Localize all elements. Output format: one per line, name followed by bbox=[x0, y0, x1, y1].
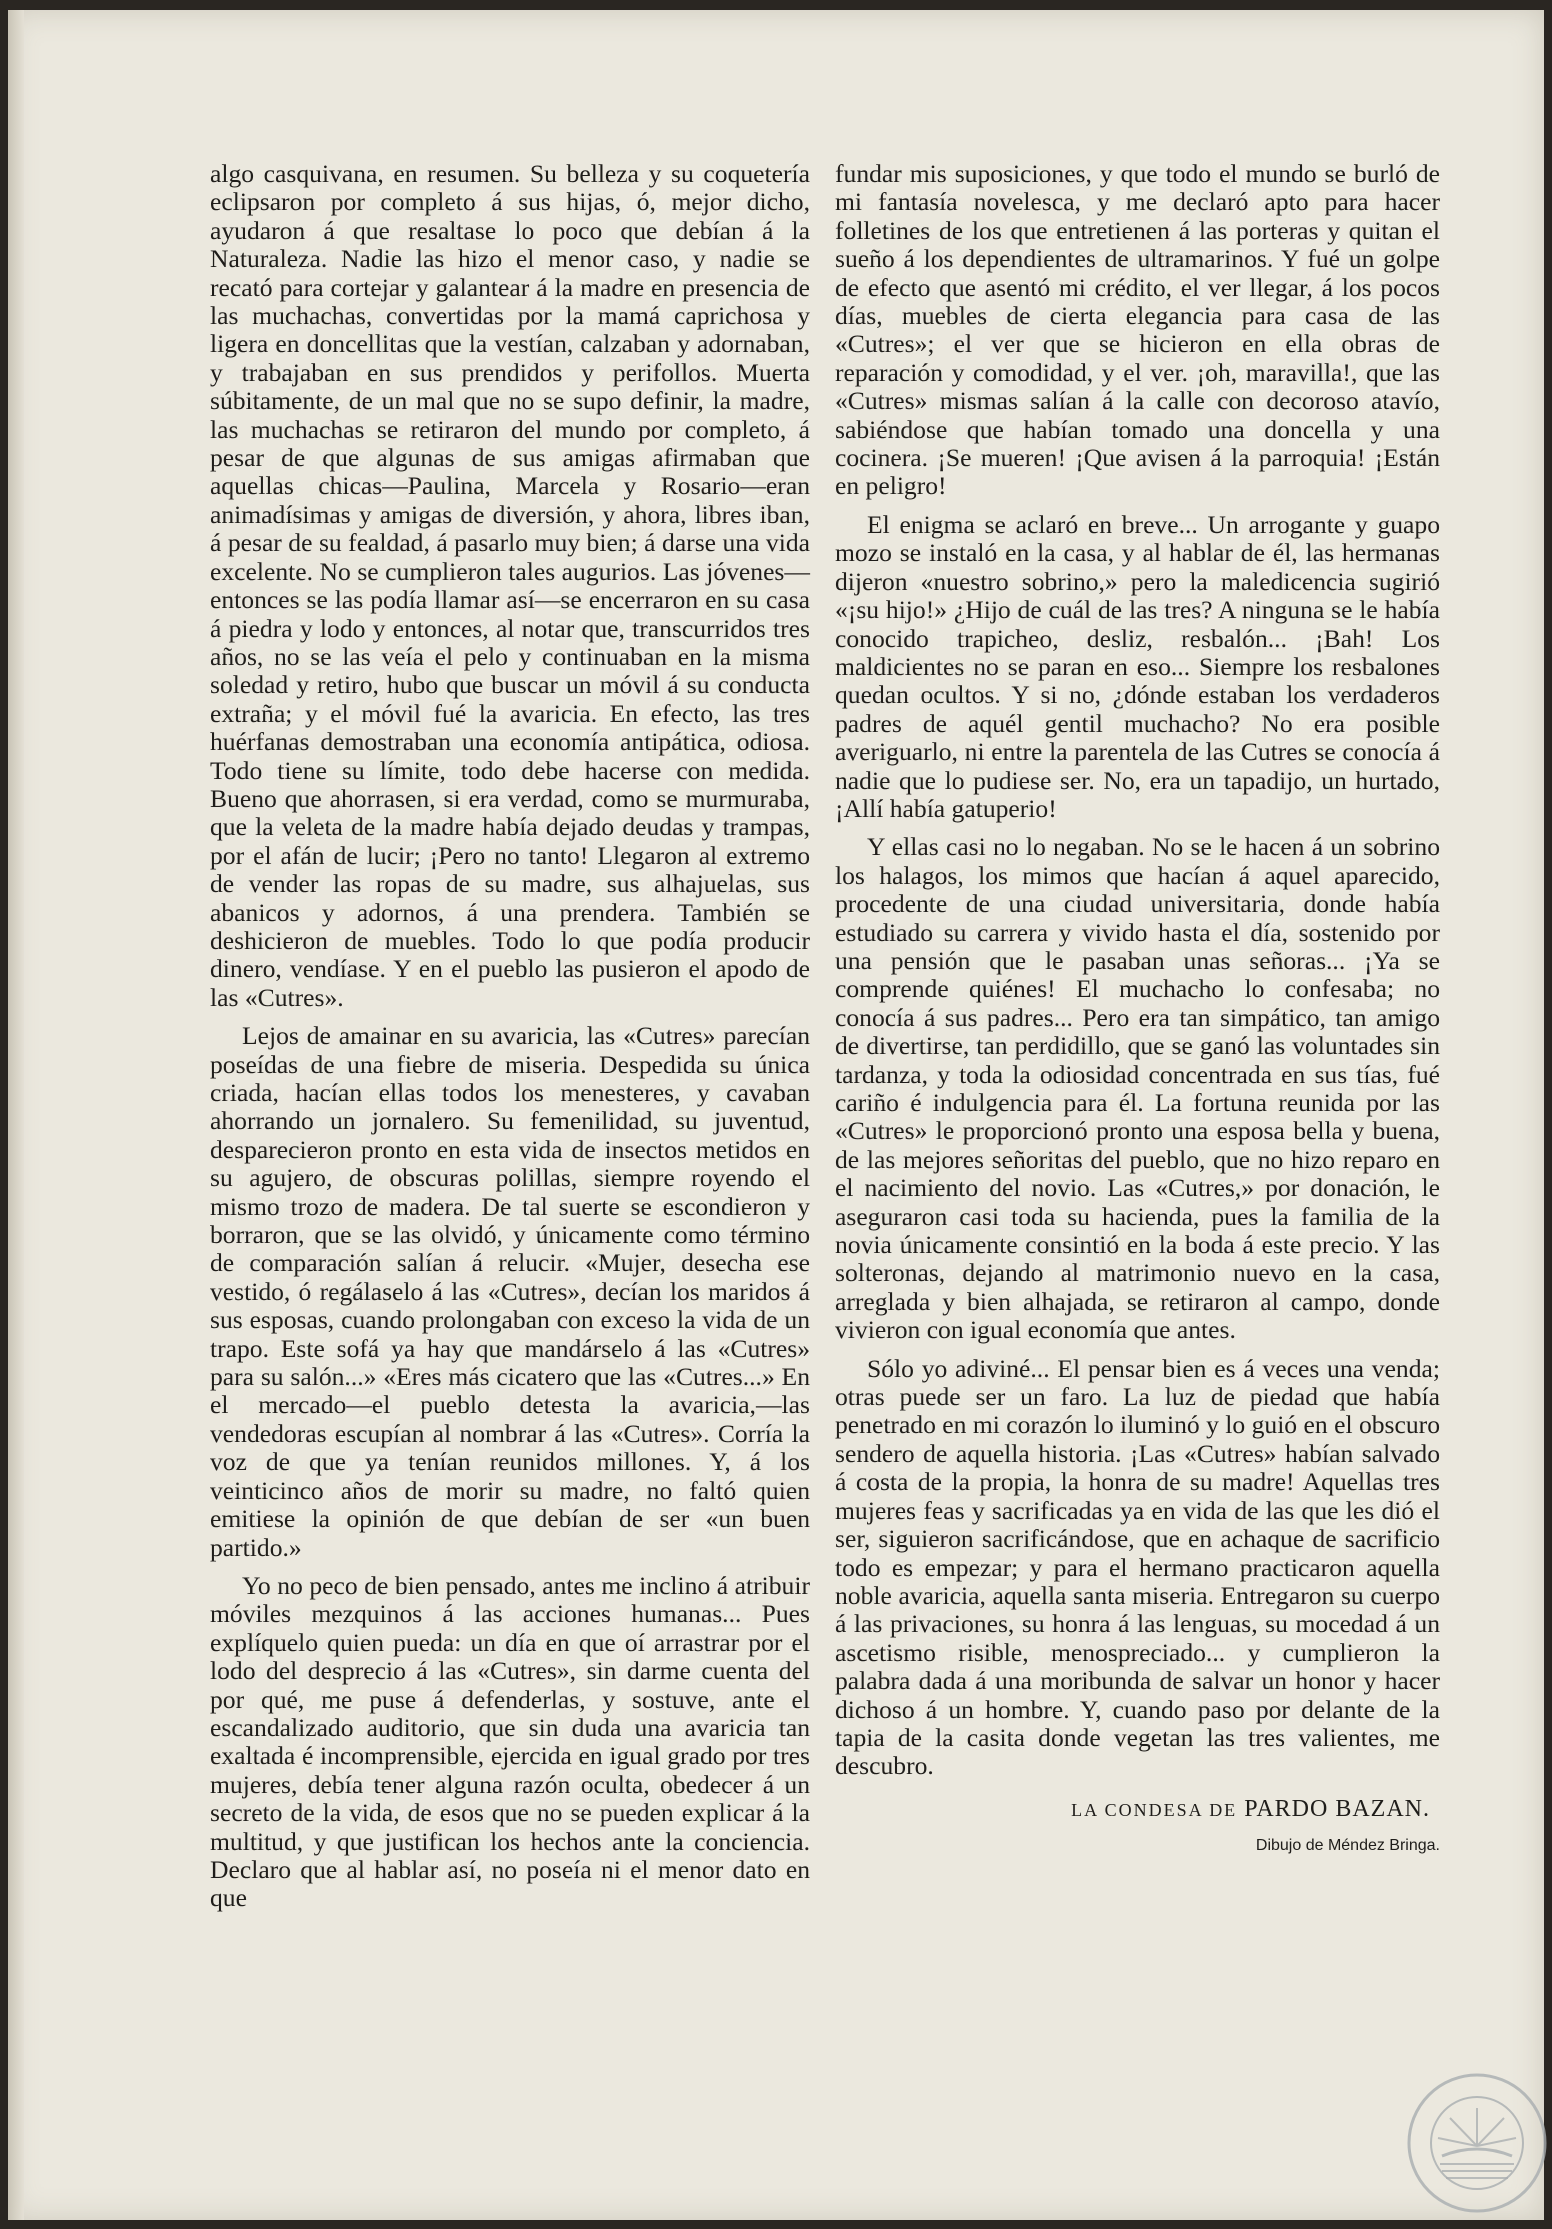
paragraph: Yo no peco de bien pensado, antes me inclino á atribuir móviles mezquinos á las acciones humanas... Pues explíquelo quien pueda: un día en que oí arrastrar por el lodo del desprecio á las «Cutres», sin darme cuenta del por qué, me puse á defenderlas, y sostuve, ante el escandalizado auditorio, que sin duda una avaricia tan exaltada é incomprensible, ejercida en igual grado por tres mujeres, debía tener alguna razón oculta, obedecer á un secreto de la vida, de esos que no se pueden explicar á la multitud, y que justifican los hechos ante la conciencia. Declaro que al hablar así, no poseía ni el menor dato en que bbox=[210, 1570, 810, 1913]
paragraph: algo casquivana, en resumen. Su belleza y su coquetería eclipsaron por completo á sus hijas, ó, mejor dicho, ayudaron á que resaltase lo poco que debían á la Naturaleza. Nadie las hizo el menor caso, y nadie se recató para cortejar y galantear á la madre en presencia de las muchachas, convertidas por la mamá caprichosa y ligera en doncellitas que la vestían, calzaban y adornaban, y trabajaban en sus prendidos y perifollos. Muerta súbitamente, de un mal que no se supo definir, la madre, las muchachas se retiraron del mundo por completo, á pesar de que algunas de sus amigas afirmaban que aquellas chicas—Paulina, Marcela y Rosario—eran animadísimas y amigas de diversión, y ahora, libres iban, á pesar de su fealdad, á pasarlo muy bien; á darse una vida excelente. No se cumplieron tales augurios. Las jóvenes—entonces se las podía llamar así—se encerraron en su casa á piedra y lodo y entonces, al notar que, transcurridos tres años, no se las veía el pelo y continuaban en la misma soledad y retiro, hubo que buscar un móvil á su conducta extraña; y el móvil fué la avaricia. En efecto, las tres huérfanas demostraban una economía antipática, odiosa. Todo tiene su límite, todo debe hacerse con medida. Bueno que ahorrasen, si era verdad, como se murmuraba, que la veleta de la madre había dejado deudas y trampas, por el afán de lucir; ¡Pero no tanto! Llegaron al extremo de vender las ropas de su madre, sus alhajuelas, sus abanicos y adornos, á una prendera. También se deshicieron de muebles. Todo lo que podía producir dinero, vendíase. Y en el pueblo las pusieron el apodo de las «Cutres». bbox=[210, 159, 810, 1012]
author-signature bbox=[835, 1795, 1440, 1824]
right-text-column bbox=[835, 160, 1440, 1861]
library-seal-stamp bbox=[1402, 2068, 1552, 2218]
signature-prefix: LA CONDESA DE bbox=[1071, 1799, 1238, 1820]
author-name: PARDO BAZAN. bbox=[1244, 1795, 1430, 1822]
paragraph: fundar mis suposiciones, y que todo el mundo se burló de mi fantasía novelesca, y me declaró apto para hacer folletines de los que entretienen á las porteras y quitan el sueño á los dependientes de ultramarinos. Y fué un golpe de efecto que asentó mi crédito, el ver llegar, á los pocos días, muebles de cierta elegancia para casa de las «Cutres»; el ver que se hicieron en ella obras de reparación y comodidad, y el ver. ¡oh, maravilla!, que las «Cutres» mismas salían á la calle con decoroso atavío, sabiéndose que habían tomado una doncella y una cocinera. ¡Se mueren! ¡Que avisen á la parroquia! ¡Están en peligro! bbox=[835, 159, 1440, 501]
paragraph: Y ellas casi no lo negaban. No se le hacen á un sobrino los halagos, los mimos que hacían á aquel aparecido, procedente de una ciudad universitaria, donde había estudiado su carrera y vivido hasta el día, sostenido por una pensión que le pasaban unas señoras... ¡Ya se comprende quiénes! El muchacho lo confesaba; no conocía á sus padres... Pero era tan simpático, tan amigo de divertirse, tan perdidillo, que se ganó las voluntades sin tardanza, y toda la odiosidad concentrada en sus tías, fué cariño é indulgencia para él. La fortuna reunida por las «Cutres» le proporcionó pronto una esposa bella y buena, de las mejores señoritas del pueblo, que no hizo reparo en el nacimiento del novio. Las «Cutres,» por donación, le aseguraron casi toda su hacienda, pues la familia de la novia únicamente consintió en la boda á este precio. Y las solteronas, dejando al matrimonio nuevo en la casa, arreglada y bien alhajada, se retiraron al campo, donde vivieron con igual economía que antes. bbox=[835, 832, 1440, 1345]
paragraph: Lejos de amainar en su avaricia, las «Cutres» parecían poseídas de una fiebre de miseria. Despedida su única criada, hacían ellas todos los menesteres, y cavaban ahorrando un jornalero. Su femenilidad, su juventud, desparecieron pronto en esta vida de insectos metidos en su agujero, de obscuras polillas, siempre royendo el mismo trozo de madera. De tal suerte se escondieron y borraron, que se las olvidó, y únicamente como término de comparación salían á relucir. «Mujer, desecha ese vestido, ó regálaselo á las «Cutres», decían los maridos á sus esposas, cuando prolongaban con exceso la vida de un trapo. Este sofá ya hay que mandárselo á las «Cutres» para su salón...» «Eres más cicatero que las «Cutres...» En el mercado—el pueblo detesta la avaricia,—las vendedoras escupían al nombrar á las «Cutres». Corría la voz de que ya tenían reunidos millones. Y, á los veinticinco años de morir su madre, no faltó quien emitiese la opinión de que debían de ser «un buen partido.» bbox=[210, 1021, 810, 1562]
paragraph: El enigma se aclaró en breve... Un arrogante y guapo mozo se instaló en la casa, y al hablar de él, las hermanas dijeron «nuestro sobrino,» pero la maledicencia sugirió «¡su hijo!» ¿Hijo de cuál de las tres? A ninguna se le había conocido trapicheo, desliz, resbalón... ¡Bah! Los maldicientes no se paran en eso... Siempre los resbalones quedan ocultos. Y si no, ¿dónde estaban los verdaderos padres de aquél gentil muchacho? No era posible averiguarlo, ni entre la parentela de las Cutres se conocía á nadie que lo pudiese ser. No, era un tapadijo, un hurtado, ¡Allí había gatuperio! bbox=[835, 509, 1440, 823]
left-text-column bbox=[210, 160, 810, 1913]
page-binding-edge bbox=[8, 10, 24, 2220]
illustration-credit: Dibujo de Méndez Bringa. bbox=[1255, 1837, 1440, 1855]
paragraph: Sólo yo adiviné... El pensar bien es á veces una venda; otras puede ser un faro. La luz de piedad que había penetrado en mi corazón lo iluminó y lo guió en el obscuro sendero de aquella historia. ¡Las «Cutres» habían salvado á costa de la propia, la honra de su madre! Aquellas tres mujeres feas y sacrificadas ya en vida de las que les dió el ser, siguieron sacrificándose, que en achaque de sacrificio todo es empezar; y para el hermano practicaron aquella noble avaricia, aquella santa miseria. Entregaron su cuerpo á las privaciones, su honra á las lenguas, su mocedad á un ascetismo risible, menospreciado... y cumplieron la palabra dada á una moribunda de salvar un honor y hacer dichoso á un hombre. Y, cuando paso por delante de la tapia de la casita donde vegetan las tres valientes, me descubro. bbox=[835, 1353, 1440, 1781]
